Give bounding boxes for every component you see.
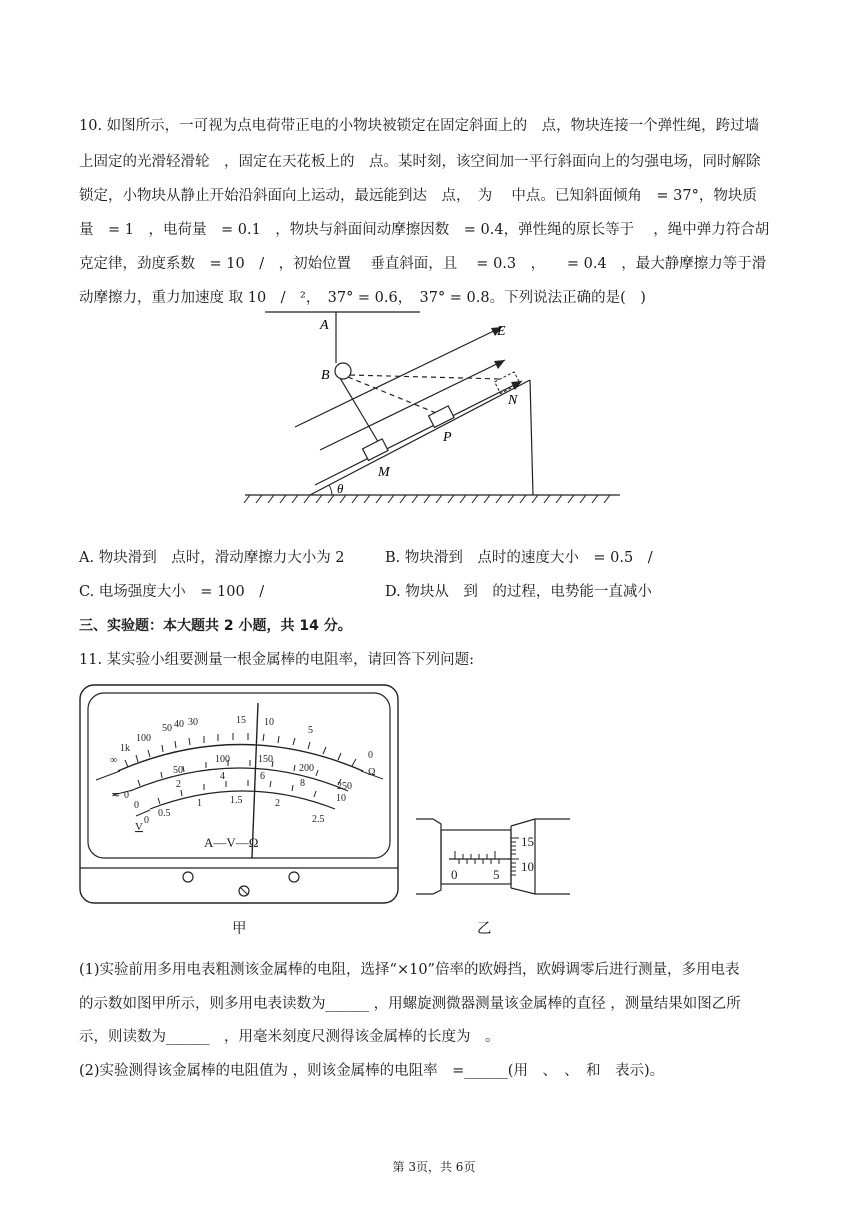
sleeve-0: 0 xyxy=(451,867,458,882)
ohm-1k: 1k xyxy=(120,743,130,754)
ohm-inf: ∞ xyxy=(110,755,118,766)
q10-line-2: 上固定的光滑轻滑轮 ，固定在天花板上的 点。某时刻，该空间加一平行斜面向上的匀强电场，同时解除 xyxy=(79,154,761,170)
ground-hatching xyxy=(244,495,610,503)
label-b: B xyxy=(321,368,330,383)
ohm-0: 0 xyxy=(368,750,373,761)
incline-surface xyxy=(310,380,530,495)
q10-line-5: 克定律，劲度系数 = 10 / ，初始位置 垂直斜面，且 = 0.3 ， = 0.4 ，最大静摩擦力等于滑 xyxy=(79,256,767,272)
label-a: A xyxy=(320,318,329,333)
section-heading: 三、实验题：本大题共 2 小题，共 14 分。 xyxy=(79,618,352,634)
ac-1: 1 xyxy=(197,798,202,809)
q10-line-4: 量 = 1 ，电荷量 = 0.1 ，物块与斜面间动摩擦因数 = 0.4，弹性绳的原长等于 ，绳中弹力符合胡 xyxy=(79,222,770,238)
meter-screw-right xyxy=(289,872,299,882)
q11-p1-line-1: (1)实验前用多用电表粗测该金属棒的电阻，选择“×10”倍率的欧姆挡，欧姆调零后进行测量，多用电表 xyxy=(79,962,740,978)
ac-2.5: 2.5 xyxy=(312,814,325,825)
q11-p1-line-2: 的示数如图甲所示，则多用电表读数为______ ，用螺旋测微器测量该金属棒的直径 ，测量结果如图乙所 xyxy=(79,996,741,1012)
ohm-10: 10 xyxy=(264,717,274,728)
ohm-100: 100 xyxy=(136,733,151,744)
dashed-b-n xyxy=(350,375,502,379)
dc-top-250: 250 xyxy=(337,781,352,792)
ac-0.5: 0.5 xyxy=(158,808,171,819)
caption-yi: 乙 xyxy=(477,921,492,937)
option-d: D. 物块从 到 的过程，电势能一直减小 xyxy=(385,584,652,600)
ohm-30: 30 xyxy=(188,717,198,728)
thimble-10: 10 xyxy=(521,859,534,874)
micrometer-frame xyxy=(416,819,441,894)
dc-mid-2: 2 xyxy=(176,779,181,790)
q11-p1-line-3: 示，则读数为______ ，用毫米刻度尺测得该金属棒的长度为 。 xyxy=(79,1029,500,1045)
dc-top-150: 150 xyxy=(258,754,273,765)
ac-0: 0 xyxy=(144,815,149,826)
block-p xyxy=(429,406,455,428)
dc-symbol: ≂ xyxy=(111,789,121,801)
micrometer-figure xyxy=(413,816,573,898)
dc-top-0: 0 xyxy=(124,790,129,801)
dc-mid-10: 10 xyxy=(336,793,346,804)
q10-line-3: 锁定，小物块从静止开始沿斜面向上运动，最远能到达 点， 为 中点。已知斜面倾角 = 37°，物块质 xyxy=(79,188,757,204)
label-theta: θ xyxy=(337,481,344,496)
dc-top-50: 50 xyxy=(173,765,183,776)
meter-screw-left xyxy=(183,872,193,882)
option-b: B. 物块滑到 点时的速度大小 = 0.5 / xyxy=(385,550,653,566)
dc-mid-0: 0 xyxy=(134,800,139,811)
dc-top-200: 200 xyxy=(299,763,314,774)
q11-intro: 11. 某实验小组要测量一根金属棒的电阻率，请回答下列问题: xyxy=(79,652,475,668)
dc-mid-4: 4 xyxy=(220,771,225,782)
caption-jia: 甲 xyxy=(232,921,247,937)
ohm-50: 50 xyxy=(162,723,172,734)
ohm-unit: Ω xyxy=(368,767,376,778)
thimble-15: 15 xyxy=(521,834,534,849)
incline-top xyxy=(315,381,522,485)
ac-1.5: 1.5 xyxy=(230,795,243,806)
dc-mid-6: 6 xyxy=(260,771,265,782)
micrometer-thimble xyxy=(511,819,570,894)
dc-mid-8: 8 xyxy=(300,778,305,789)
ohm-15: 15 xyxy=(236,715,246,726)
wall xyxy=(530,380,533,495)
mode-label: A—V—Ω xyxy=(204,835,259,850)
q11-p2: (2)实验测得该金属棒的电阻值为 ，则该金属棒的电阻率 =______(用 、 、 和 表示)。 xyxy=(79,1063,665,1079)
q10-line-6: 动摩擦力，重力加速度 取 10 / ²， 37° = 0.6， 37° = 0.8。下列说法正确的是( ) xyxy=(79,290,646,306)
incline-figure xyxy=(240,305,630,515)
option-a: A. 物块滑到 点时，滑动摩擦力大小为 2 xyxy=(79,550,345,566)
page-footer: 第 3页，共 6页 xyxy=(392,1160,476,1174)
sleeve-5: 5 xyxy=(493,867,500,882)
ohm-5: 5 xyxy=(308,725,313,736)
label-p: P xyxy=(443,430,452,445)
label-e: E xyxy=(497,324,506,339)
label-m: M xyxy=(378,465,390,480)
block-m xyxy=(363,439,389,461)
v-symbol: V xyxy=(135,821,143,833)
ohm-40: 40 xyxy=(174,719,184,730)
ac-2: 2 xyxy=(275,798,280,809)
dc-top-100: 100 xyxy=(215,754,230,765)
multimeter-figure xyxy=(78,683,403,913)
label-n: N xyxy=(508,393,518,408)
theta-arc xyxy=(329,485,332,495)
q10-line-1: 10. 如图所示，一可视为点电荷带正电的小物块被锁定在固定斜面上的 点，物块连接一个弹性绳，跨过墙 xyxy=(79,118,760,134)
option-c: C. 电场强度大小 = 100 / xyxy=(79,584,265,600)
